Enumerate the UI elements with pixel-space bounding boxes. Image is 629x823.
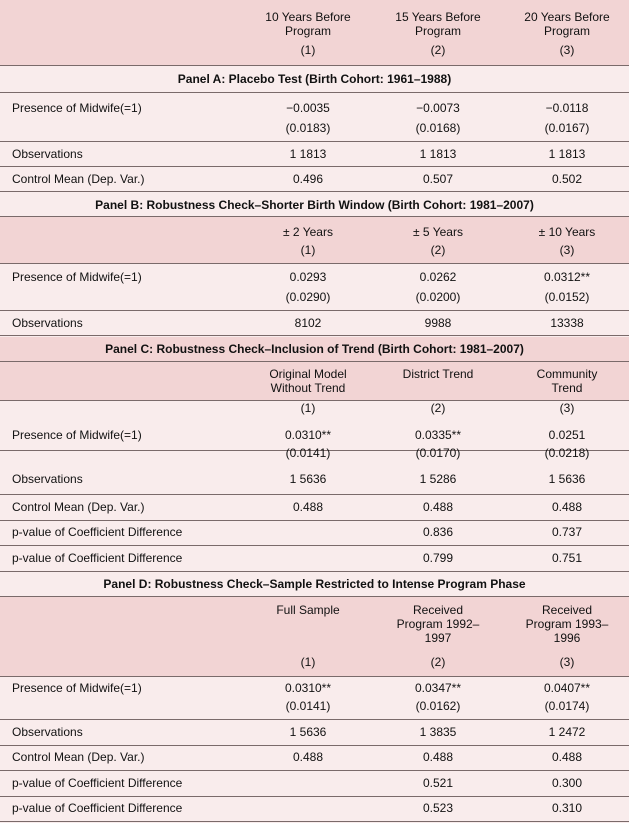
panel-b-col-header: ± 10 Years (538, 225, 596, 239)
panel-a-cell: 0.502 (551, 172, 583, 186)
panel-c-se: (0.0218) (544, 446, 590, 460)
panel-c-cell: 0.0310** (284, 428, 332, 442)
separator (0, 65, 629, 66)
panel-d-col-number: (1) (300, 655, 316, 669)
separator (0, 191, 629, 192)
panel-c-se: (0.0170) (415, 446, 461, 460)
panel-d-col-header: 1996 (553, 631, 581, 645)
separator (0, 520, 629, 521)
panel-d-row-label: Presence of Midwife(=1) (12, 681, 142, 695)
panel-a-cell: 0.496 (292, 172, 324, 186)
header-col-3-line-1: 20 Years Before (524, 10, 610, 24)
panel-a-row-label: Presence of Midwife(=1) (12, 101, 142, 115)
panel-d-se: (0.0162) (415, 699, 461, 713)
panel-c-col-header: Trend (551, 381, 583, 395)
panel-c-cell: 0.0335** (414, 428, 462, 442)
panel-d-row-label: p-value of Coefficient Difference (12, 801, 183, 815)
panel-c-row-label: Control Mean (Dep. Var.) (12, 500, 145, 514)
panel-b-col-header: ± 5 Years (413, 225, 463, 239)
panel-c-cell: 0.488 (422, 500, 454, 514)
panel-a-row-label: Observations (12, 147, 83, 161)
panel-c-row-label: Observations (12, 472, 83, 486)
panel-d-cell: 1 3835 (419, 725, 457, 739)
panel-d-title: Panel D: Robustness Check–Sample Restricted to Intense Program Phase (103, 577, 526, 591)
panel-c-cell: 0.0251 (548, 428, 586, 442)
panel-a-cell: 1 1813 (419, 147, 457, 161)
separator (0, 821, 629, 822)
separator (0, 676, 629, 677)
header-col-3-line-2: Program (543, 24, 590, 38)
panel-c-col-header: Original Model (269, 367, 347, 381)
panel-b-cell: 13338 (550, 316, 584, 330)
separator (0, 310, 629, 311)
panel-b-title: Panel B: Robustness Check–Shorter Birth Window (Birth Cohort: 1981–2007) (95, 198, 534, 212)
separator (0, 166, 629, 167)
panel-d-cell: 0.0310** (284, 681, 332, 695)
header-col-2-number: (2) (430, 43, 446, 57)
panel-b-col-header: ± 2 Years (283, 225, 333, 239)
panel-d-se: (0.0141) (285, 699, 331, 713)
panel-c-cell: 0.737 (551, 525, 583, 539)
separator (0, 141, 629, 142)
panel-b-cell: 0.0293 (289, 270, 327, 284)
panel-a-row-label: Control Mean (Dep. Var.) (12, 172, 145, 186)
panel-d-cell: 0.310 (551, 801, 583, 815)
separator (0, 216, 629, 217)
separator (0, 92, 629, 93)
panel-d-col-header: 1997 (424, 631, 452, 645)
panel-c-cell: 0.836 (422, 525, 454, 539)
separator (0, 796, 629, 797)
separator (0, 263, 629, 264)
panel-a-cell: 1 1813 (289, 147, 327, 161)
panel-a-cell: 1 1813 (548, 147, 586, 161)
panel-d-col-number: (3) (559, 655, 575, 669)
panel-c-row-label: p-value of Coefficient Difference (12, 525, 183, 539)
panel-b-col-number: (1) (300, 243, 316, 257)
panel-b-cell: 9988 (424, 316, 452, 330)
panel-b-col-number: (2) (430, 243, 446, 257)
panel-b-cell: 0.0262 (419, 270, 457, 284)
panel-d-row-label: p-value of Coefficient Difference (12, 776, 183, 790)
header-col-3-number: (3) (559, 43, 575, 57)
panel-d-cell: 0.300 (551, 776, 583, 790)
panel-d-row-label: Observations (12, 725, 83, 739)
panel-d-cell: 0.0347** (414, 681, 462, 695)
panel-d-cell: 0.488 (422, 750, 454, 764)
panel-b-row-label: Presence of Midwife(=1) (12, 270, 142, 284)
separator (0, 719, 629, 720)
panel-c-cell: 0.488 (551, 500, 583, 514)
panel-c-col-header: District Trend (402, 367, 474, 381)
panel-d-cell: 0.488 (551, 750, 583, 764)
panel-d-col-header: Received (412, 603, 464, 617)
panel-a-cell: −0.0035 (286, 101, 330, 115)
panel-d-cell: 0.0407** (543, 681, 591, 695)
header-col-2-line-1: 15 Years Before (395, 10, 481, 24)
separator (0, 335, 629, 336)
panel-d-cell: 0.521 (422, 776, 454, 790)
panel-c-cell: 0.799 (422, 551, 454, 565)
panel-b-row-label: Observations (12, 316, 83, 330)
panel-d-se: (0.0174) (544, 699, 590, 713)
panel-c-col-number: (2) (430, 401, 446, 415)
panel-b-se: (0.0290) (285, 290, 331, 304)
panel-d-col-number: (2) (430, 655, 446, 669)
separator (0, 770, 629, 771)
panel-d-col-header: Program 1993– (525, 617, 609, 631)
panel-a-se: (0.0168) (415, 121, 461, 135)
header-col-1-number: (1) (300, 43, 316, 57)
panel-d-col-header: Full Sample (276, 603, 340, 617)
panel-d-cell: 0.523 (422, 801, 454, 815)
panel-c-cell: 0.751 (551, 551, 583, 565)
panel-b-cell: 0.0312** (543, 270, 591, 284)
panel-d-cell: 0.488 (292, 750, 324, 764)
panel-c-cell: 0.488 (292, 500, 324, 514)
separator (0, 545, 629, 546)
panel-d-col-header: Received (541, 603, 593, 617)
panel-c-row-label: Presence of Midwife(=1) (12, 428, 142, 442)
separator (0, 571, 629, 572)
separator (0, 596, 629, 597)
header-col-1-line-2: Program (284, 24, 331, 38)
panel-a-cell: −0.0118 (545, 101, 589, 115)
header-col-1-line-1: 10 Years Before (265, 10, 351, 24)
panel-d-row-label: Control Mean (Dep. Var.) (12, 750, 145, 764)
panel-a-se: (0.0183) (285, 121, 331, 135)
panel-b-se: (0.0152) (544, 290, 590, 304)
panel-b-se: (0.0200) (415, 290, 461, 304)
panel-a-cell: 0.507 (422, 172, 454, 186)
panel-c-col-header: Community (536, 367, 598, 381)
separator (0, 494, 629, 495)
panel-a-se: (0.0167) (544, 121, 590, 135)
panel-c-se: (0.0141) (285, 446, 331, 460)
separator (0, 745, 629, 746)
header-col-2-line-2: Program (414, 24, 461, 38)
panel-d-col-header: Program 1992– (396, 617, 480, 631)
panel-c-col-header: Without Trend (270, 381, 346, 395)
panel-a-title: Panel A: Placebo Test (Birth Cohort: 1961–1988) (177, 72, 452, 86)
panel-b-col-number: (3) (559, 243, 575, 257)
panel-c-title: Panel C: Robustness Check–Inclusion of Trend (Birth Cohort: 1981–2007) (105, 342, 524, 356)
panel-c-row-label: p-value of Coefficient Difference (12, 551, 183, 565)
panel-c-cell: 1 5286 (419, 472, 457, 486)
panel-c-cell: 1 5636 (289, 472, 327, 486)
separator (0, 361, 629, 362)
panel-c-col-number: (3) (559, 401, 575, 415)
panel-b-cell: 8102 (294, 316, 322, 330)
panel-c-cell: 1 5636 (548, 472, 586, 486)
panel-d-cell: 1 5636 (289, 725, 327, 739)
panel-c-col-number: (1) (300, 401, 316, 415)
panel-d-cell: 1 2472 (548, 725, 586, 739)
panel-a-cell: −0.0073 (416, 101, 460, 115)
